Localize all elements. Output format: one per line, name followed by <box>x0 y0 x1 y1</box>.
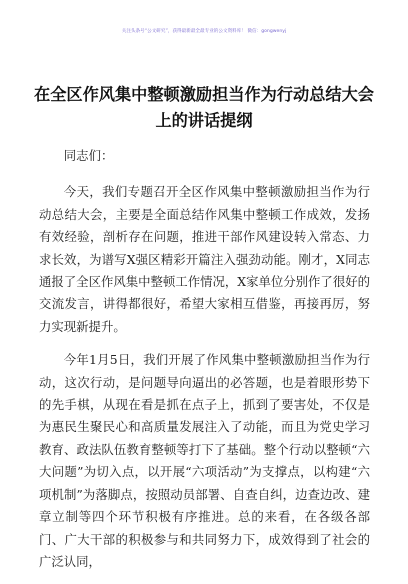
document-body <box>39 145 370 584</box>
paragraph-1: 今天，我们专题召开全区作风集中整顿激励担当作为行动总结大会，主要是全面总结作风集中整顿工作成效，发扬有效经验，剖析存在问题，推进干部作风建设转入常态、力求长效，为谱写X强区精彩开篇注入强劲动能。刚才，X同志通报了全区作风集中整顿工作情况，X家单位分别作了很好的交流发言，讲得都很好，希望大家相互借鉴，再接再厉，努力实现新提升。 <box>39 184 370 334</box>
header-note: 关注头条号“公文研究”，获得最新最全最专业的公文资料库！ 微信：gongwenyj <box>121 29 287 34</box>
salutation: 同志们： <box>63 148 114 163</box>
paragraph-2: 今年1月5日，我们开展了作风集中整顿激励担当作为行动，这次行动，是问题导向逼出的必答题，也是着眼形势下的先手棋，从现在看是抓在点子上，抓到了要害处，不仅是为惠民生聚民心和高质量发展注入了动能，而且为党史学习教育、政法队伍教育整顿等打下了基础。整个行动以整顿“六大问题”为切入点，以开展“六项活动”为支撑点，以构建“六项机制”为落脚点，按照动员部署、自查自纠，边查边改、建章立制等四个环节积极有序推进。总的来看，在各级各部门、广大干部的积极参与和共同努力下，成效得到了社会的广泛认同， <box>39 352 370 569</box>
document-title: 在全区作风集中整顿激励担当作为行动总结大会上的讲话提纲 <box>34 85 374 130</box>
